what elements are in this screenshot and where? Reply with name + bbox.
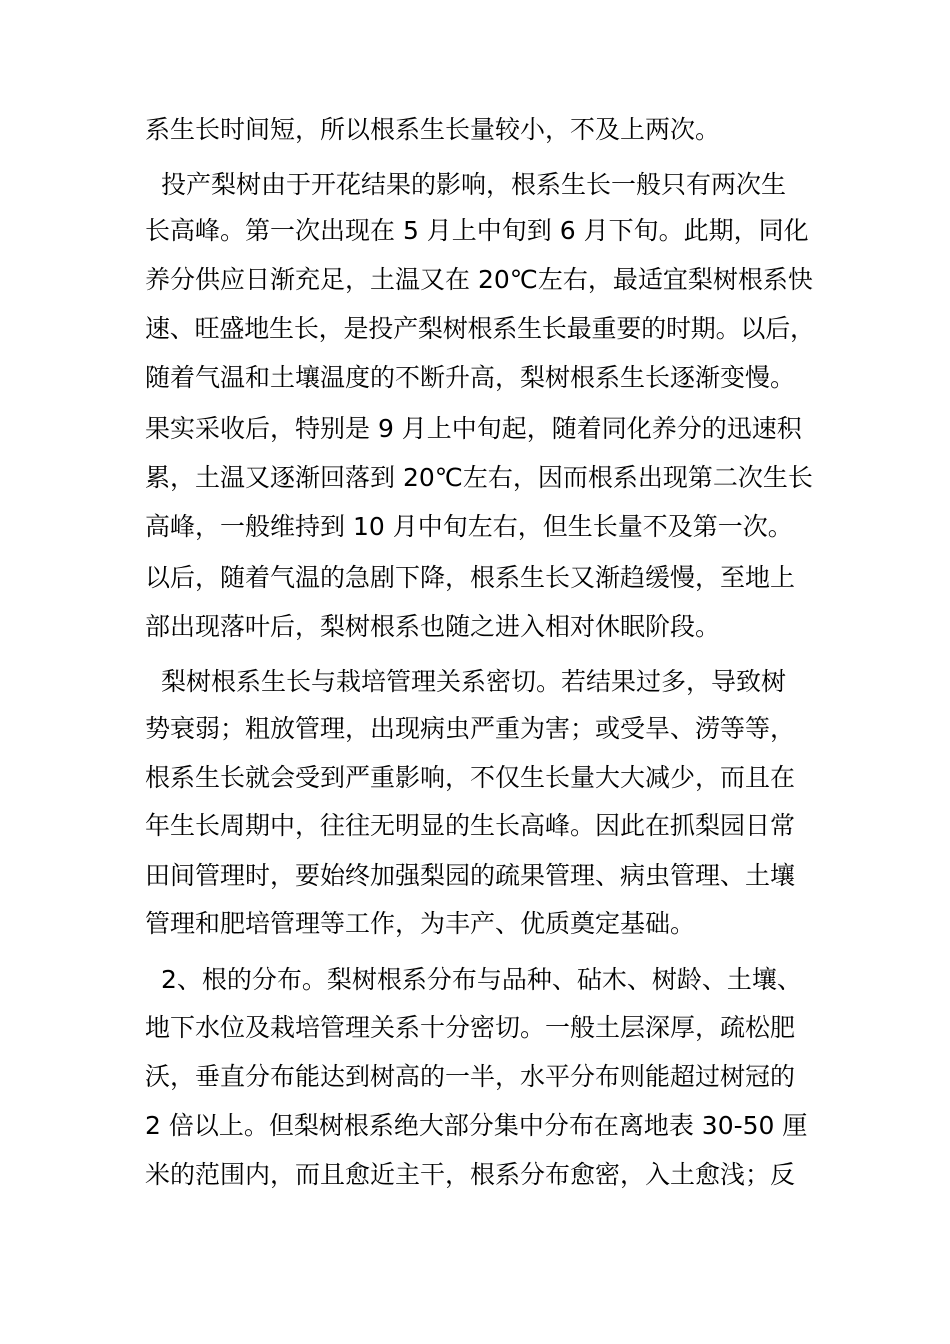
text-line: 以后，随着气温的急剧下降，根系生长又渐趋缓慢，至地上 (145, 563, 796, 592)
paragraph-first-line: 投产梨树由于开花结果的影响，根系生长一般只有两次生 (161, 170, 787, 199)
text-line: 养分供应日渐充足，土温又在 20℃左右，最适宜梨树根系快 (145, 265, 813, 294)
text-line: 沃，垂直分布能达到树高的一半，水平分布则能超过树冠的 (145, 1062, 796, 1091)
text-line: 米的范围内，而且愈近主干，根系分布愈密，入土愈浅；反 (145, 1160, 796, 1189)
text-line: 长高峰。第一次出现在 5 月上中旬到 6 月下旬。此期，同化 (145, 216, 809, 245)
text-line: 年生长周期中，往往无明显的生长高峰。因此在抓梨园日常 (145, 811, 796, 840)
text-line: 速、旺盛地生长，是投产梨树根系生长最重要的时期。以后， (145, 314, 815, 343)
text-line: 高峰，一般维持到 10 月中旬左右，但生长量不及第一次。 (145, 512, 793, 541)
text-line: 势衰弱；粗放管理，出现病虫严重为害；或受旱、涝等等， (145, 714, 796, 743)
text-line: 地下水位及栽培管理关系十分密切。一般土层深厚，疏松肥 (145, 1013, 796, 1042)
text-line: 田间管理时，要始终加强梨园的疏果管理、病虫管理、土壤 (145, 861, 796, 890)
text-line: 随着气温和土壤温度的不断升高，梨树根系生长逐渐变慢。 (145, 363, 796, 392)
text-line: 2 倍以上。但梨树根系绝大部分集中分布在离地表 30-50 厘 (145, 1111, 808, 1140)
text-line: 果实采收后，特别是 9 月上中旬起，随着同化养分的迅速积 (145, 414, 802, 443)
text-line: 部出现落叶后，梨树根系也随之进入相对休眠阶段。 (145, 612, 721, 641)
text-line: 累，土温又逐渐回落到 20℃左右，因而根系出现第二次生长 (145, 463, 813, 492)
paragraph-first-line: 2、根的分布。梨树根系分布与品种、砧木、树龄、土壤、 (161, 965, 802, 994)
text-line: 系生长时间短，所以根系生长量较小，不及上两次。 (145, 115, 721, 144)
paragraph-first-line: 梨树根系生长与栽培管理关系密切。若结果过多，导致树 (161, 667, 787, 696)
text-line: 管理和肥培管理等工作，为丰产、优质奠定基础。 (145, 909, 696, 938)
text-line: 根系生长就会受到严重影响，不仅生长量大大减少，而且在 (145, 763, 796, 792)
